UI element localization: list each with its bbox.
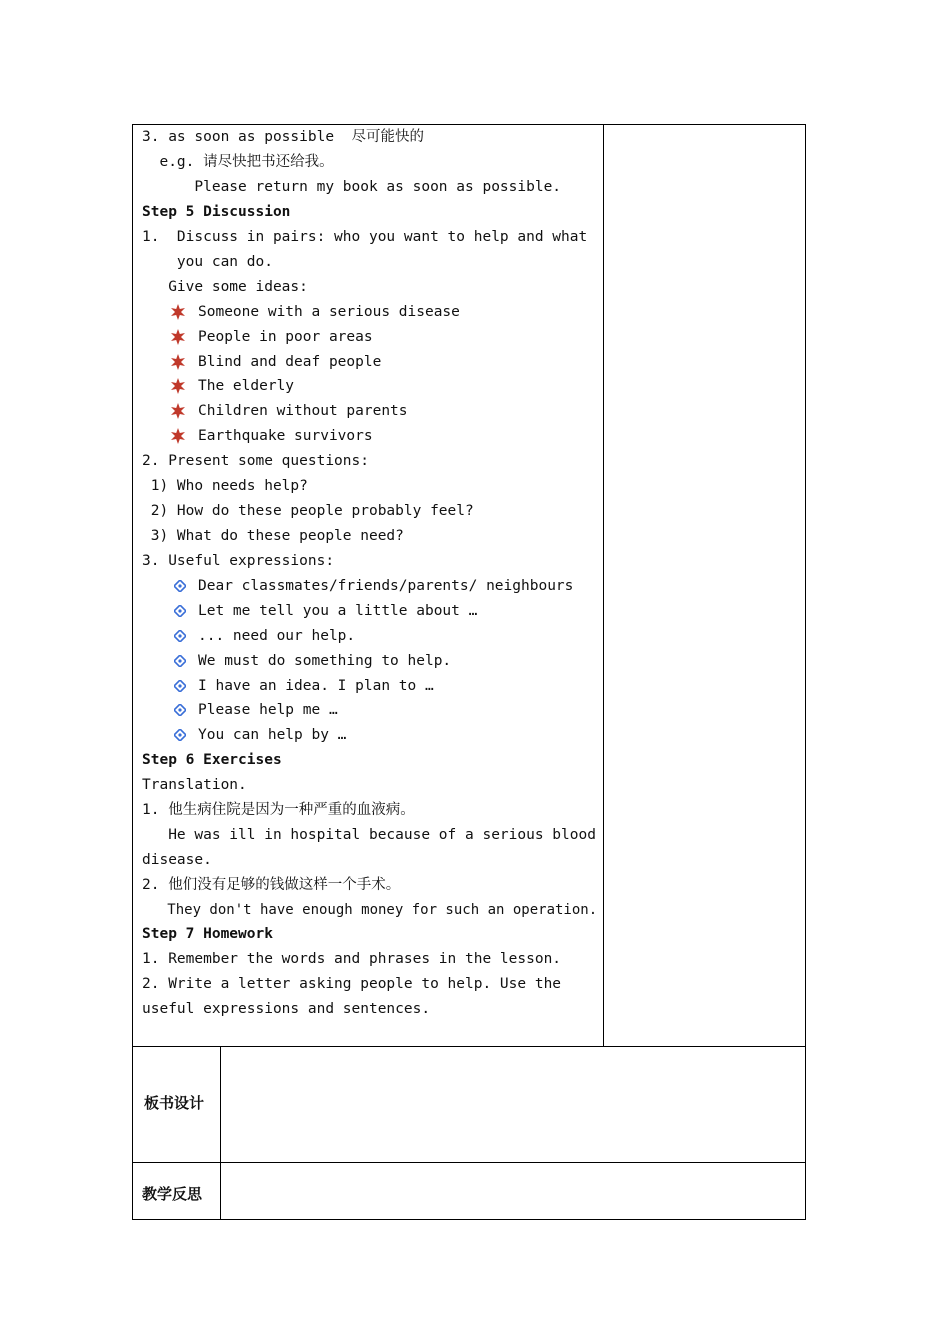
text-line: e.g. 请尽快把书还给我。 bbox=[142, 154, 334, 170]
star-bullet-icon bbox=[170, 354, 186, 370]
text-line: Please return my book as soon as possible. bbox=[142, 179, 562, 195]
list-item: Please help me … bbox=[198, 702, 338, 718]
step-heading: Step 5 Discussion bbox=[142, 204, 291, 220]
text-line: They don't have enough money for such an operation. bbox=[142, 902, 598, 918]
diamond-bullet-icon bbox=[174, 605, 186, 617]
list-item: Blind and deaf people bbox=[198, 354, 382, 370]
text-line: 2. 他们没有足够的钱做这样一个手术。 bbox=[142, 877, 401, 893]
diamond-bullet-icon bbox=[174, 655, 186, 667]
reflection-label: 教学反思 bbox=[142, 1185, 203, 1203]
list-item: I have an idea. I plan to … bbox=[198, 678, 434, 694]
text-line: 3) What do these people need? bbox=[142, 528, 404, 544]
text-line: 3. as soon as possible 尽可能快的 bbox=[142, 129, 425, 145]
text-line: 1. Remember the words and phrases in the lesson. bbox=[142, 951, 562, 967]
text-line: Translation. bbox=[142, 777, 247, 793]
text-line: Give some ideas: bbox=[142, 279, 308, 295]
star-bullet-icon bbox=[170, 403, 186, 419]
star-bullet-icon bbox=[170, 304, 186, 320]
diamond-bullet-icon bbox=[174, 630, 186, 642]
text-line: 2) How do these people probably feel? bbox=[142, 503, 474, 519]
list-item: People in poor areas bbox=[198, 329, 373, 345]
text-line: 1. 他生病住院是因为一种严重的血液病。 bbox=[142, 802, 415, 818]
list-item: Earthquake survivors bbox=[198, 428, 373, 444]
star-bullet-icon bbox=[170, 378, 186, 394]
text-line: useful expressions and sentences. bbox=[142, 1001, 431, 1017]
diamond-bullet-icon bbox=[174, 729, 186, 741]
text-line: you can do. bbox=[142, 254, 273, 270]
content-notes-divider bbox=[603, 124, 604, 1047]
board-design-label: 板书设计 bbox=[144, 1094, 205, 1112]
text-line: 1) Who needs help? bbox=[142, 478, 308, 494]
step-heading: Step 7 Homework bbox=[142, 926, 273, 942]
diamond-bullet-icon bbox=[174, 704, 186, 716]
list-item: We must do something to help. bbox=[198, 653, 452, 669]
text-line: He was ill in hospital because of a serious blood bbox=[142, 827, 596, 843]
diamond-bullet-icon bbox=[174, 680, 186, 692]
diamond-bullet-icon bbox=[174, 580, 186, 592]
board-design-area bbox=[221, 1047, 805, 1162]
text-line: 2. Write a letter asking people to help. Use the bbox=[142, 976, 562, 992]
star-bullet-icon bbox=[170, 428, 186, 444]
list-item: ... need our help. bbox=[198, 628, 356, 644]
text-line: 2. Present some questions: bbox=[142, 453, 369, 469]
list-item: Dear classmates/friends/parents/ neighbours bbox=[198, 578, 574, 594]
list-item: The elderly bbox=[198, 378, 295, 394]
text-line: 1. Discuss in pairs: who you want to help and what bbox=[142, 229, 588, 245]
list-item: Someone with a serious disease bbox=[198, 304, 460, 320]
text-line: 3. Useful expressions: bbox=[142, 553, 335, 569]
text-line: disease. bbox=[142, 852, 212, 868]
list-item: Let me tell you a little about … bbox=[198, 603, 478, 619]
list-item: You can help by … bbox=[198, 727, 347, 743]
list-item: Children without parents bbox=[198, 403, 408, 419]
star-bullet-icon bbox=[170, 329, 186, 345]
step-heading: Step 6 Exercises bbox=[142, 752, 282, 768]
reflection-area bbox=[221, 1163, 805, 1219]
